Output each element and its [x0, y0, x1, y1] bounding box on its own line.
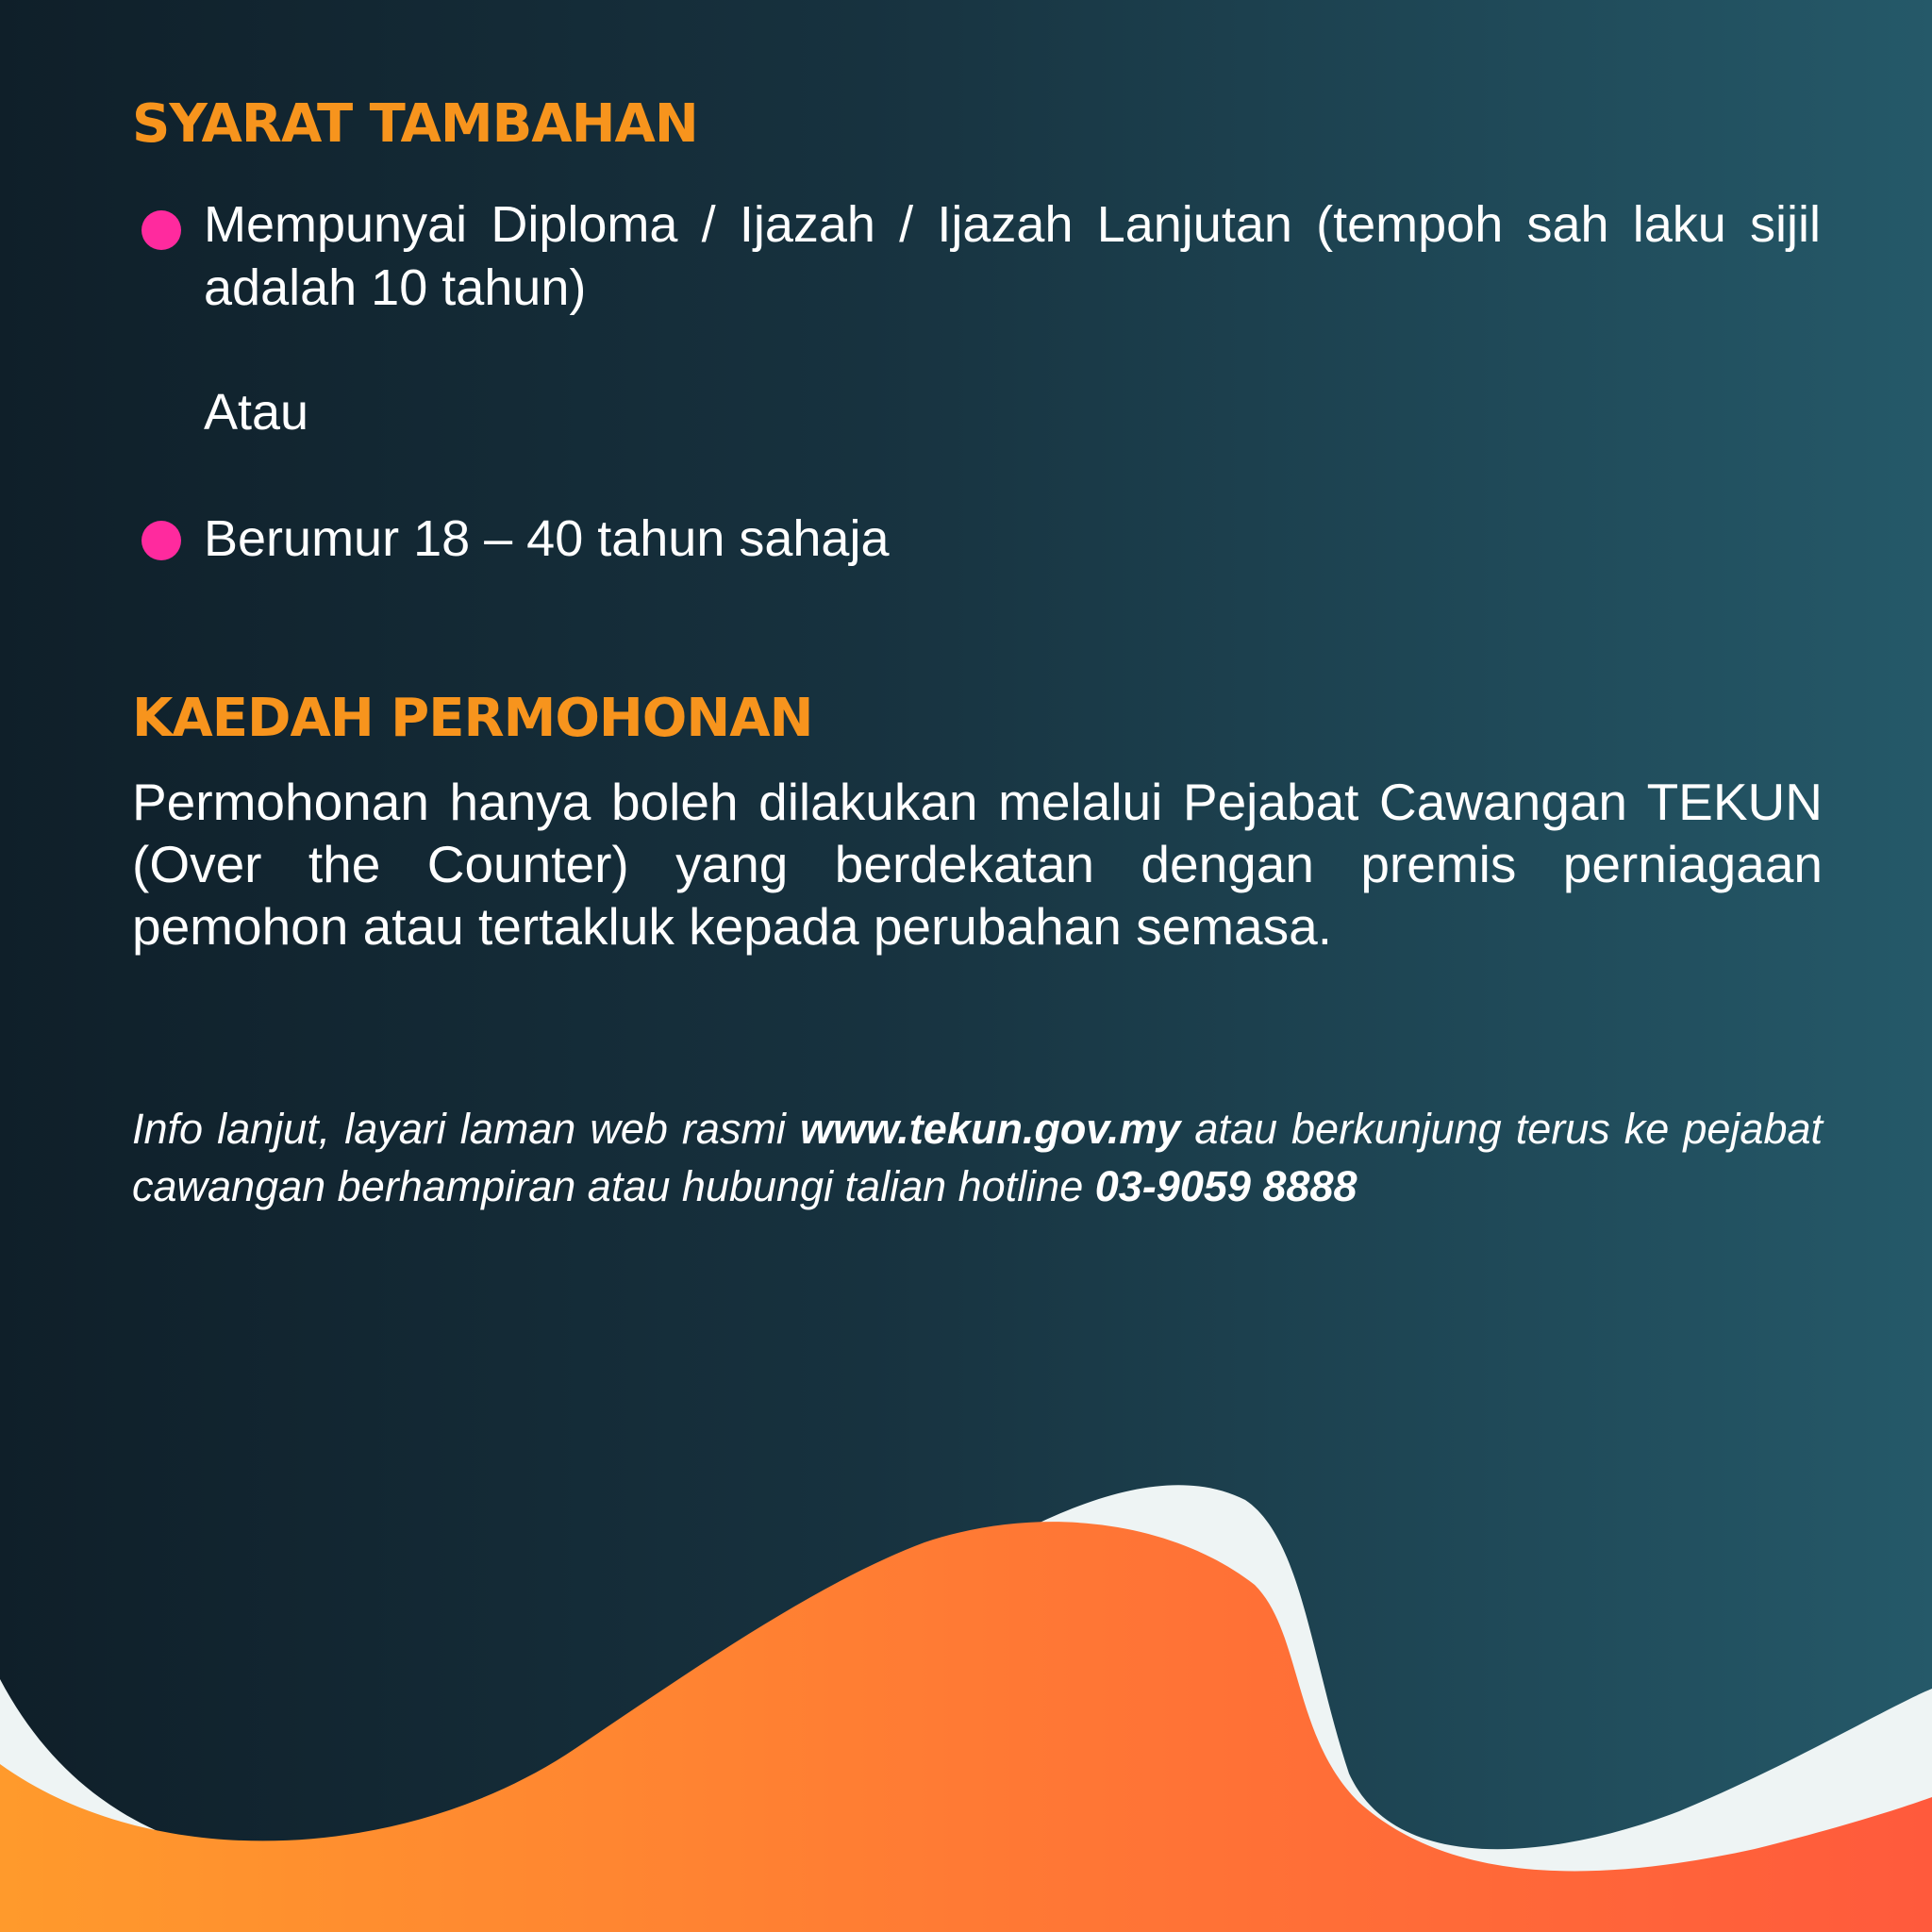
syarat-tambahan-heading: SYARAT TAMBAHAN — [132, 93, 698, 155]
bullet-dot-icon — [142, 210, 181, 250]
syarat-item-1 — [142, 193, 1821, 320]
hotline-number: 03-9059 8888 — [1094, 1162, 1357, 1210]
syarat-item-2 — [142, 508, 1821, 571]
syarat-item-text: Berumur 18 – 40 tahun sahaja — [204, 510, 890, 567]
kaedah-permohonan-body: Permohonan hanya boleh dilakukan melalui Pejabat Cawangan TEKUN (Over the Counter) yang berdekatan dengan premis perniagaan pemohon atau tertakluk kepada perubahan semasa. — [132, 773, 1823, 956]
info-lanjut — [132, 1100, 1823, 1215]
kaedah-permohonan-heading: KAEDAH PERMOHONAN — [132, 688, 813, 749]
orange-wave — [0, 1522, 1932, 1932]
atau-separator: Atau — [204, 384, 309, 441]
info-prefix: Info lanjut, layari laman web rasmi — [132, 1105, 800, 1153]
website-link[interactable]: www.tekun.gov.my — [799, 1105, 1181, 1153]
syarat-item-text: Mempunyai Diploma / Ijazah / Ijazah Lanjutan (tempoh sah laku sijil adalah 10 tahun) — [204, 196, 1821, 316]
bullet-dot-icon — [142, 521, 181, 560]
info-middle: atau berkunjung terus ke pejabat cawangan berhampiran atau hubungi talian hotline — [132, 1105, 1823, 1210]
